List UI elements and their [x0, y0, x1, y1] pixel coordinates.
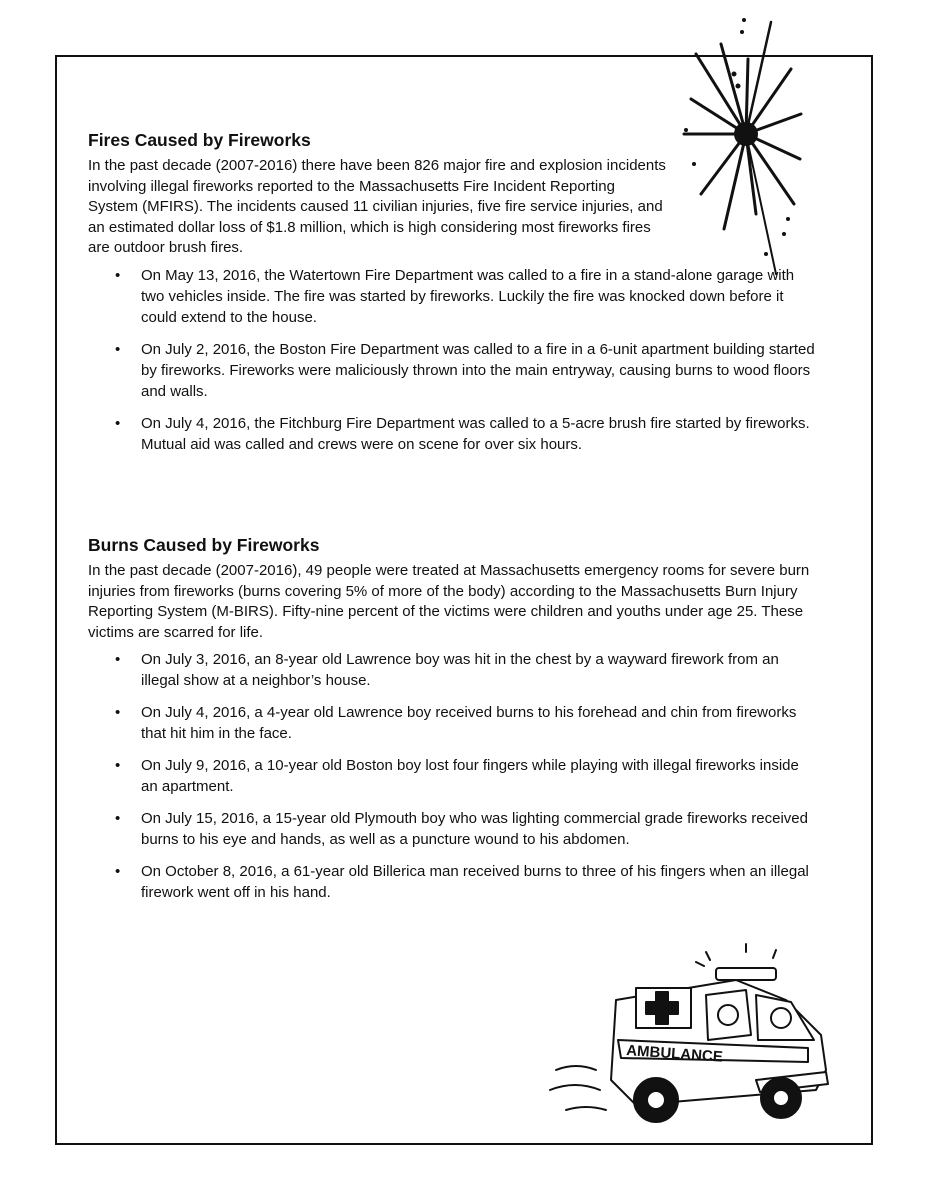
- bullet: •: [115, 810, 121, 827]
- list-item: • On July 9, 2016, a 10-year old Boston boy lost four fingers while playing with illegal fireworks inside an apartment.: [115, 757, 799, 795]
- bullet: •: [115, 266, 121, 284]
- list-item: • On May 13, 2016, the Watertown Fire Department was called to a fire in a stand-alone garage with two vehicles inside. The fire was started by fireworks. Luckily the fire was knocked down before it could extend to the house.: [115, 266, 795, 326]
- list-item: • On July 3, 2016, an 8-year old Lawrence boy was hit in the chest by a wayward firework from an illegal show at a neighbor’s house.: [115, 651, 779, 689]
- section-intro: In the past decade (2007-2016), 49 people were treated at Massachusetts emergency rooms for severe burn injuries from fireworks (burns covering 5% of more of the body) according to the Massachusetts Burn Injury Reporting System (M-BIRS). Fifty-nine percent of the victims were children and youths under age 25. These victims are scarred for life.: [88, 562, 810, 641]
- section-title: Burns Caused by Fireworks: [88, 535, 320, 555]
- list-item: • On July 2, 2016, the Boston Fire Department was called to a fire in a 6-unit apartment building started by fireworks. Fireworks were maliciously thrown into the main entryway, causing burns to wood floors and walls.: [115, 340, 815, 400]
- bullet: •: [115, 704, 121, 721]
- ambulance-cartoon-icon: [546, 940, 832, 1130]
- incident-list: [88, 265, 818, 455]
- bullet: •: [115, 757, 121, 774]
- bullet: •: [115, 651, 121, 668]
- bullet: •: [115, 863, 121, 880]
- list-item: • On October 8, 2016, a 61-year old Billerica man received burns to three of his fingers when an illegal firework went off in his hand.: [115, 863, 809, 901]
- incident-list: [88, 649, 818, 903]
- section-intro: In the past decade (2007-2016) there have been 826 major fire and explosion incidents involving illegal fireworks reported to the Massachusetts Fire Incident Reporting System (MFIRS). The incidents caused 11 civilian injuries, five fire service injuries, and an estimated dollar loss of $1.8 million, which is high considering most fireworks fires are outdoor brush fires.: [88, 157, 666, 256]
- list-item: • On July 15, 2016, a 15-year old Plymouth boy who was lighting commercial grade fireworks received burns to his eye and hands, as well as a puncture wound to his abdomen.: [115, 810, 808, 848]
- page-content: [88, 128, 818, 901]
- section-burns: [88, 533, 818, 914]
- list-item: • On July 4, 2016, a 4-year old Lawrence boy received burns to his forehead and chin from fireworks that hit him in the face.: [115, 704, 797, 742]
- bullet: •: [115, 414, 121, 432]
- ambulance-label: AMBULANCE: [625, 1042, 724, 1066]
- bullet: •: [115, 340, 121, 358]
- section-fires: [88, 128, 818, 455]
- list-item: • On July 4, 2016, the Fitchburg Fire Department was called to a 5-acre brush fire started by fireworks. Mutual aid was called and crews were on scene for over six hours.: [115, 414, 810, 453]
- section-title: Fires Caused by Fireworks: [88, 130, 311, 150]
